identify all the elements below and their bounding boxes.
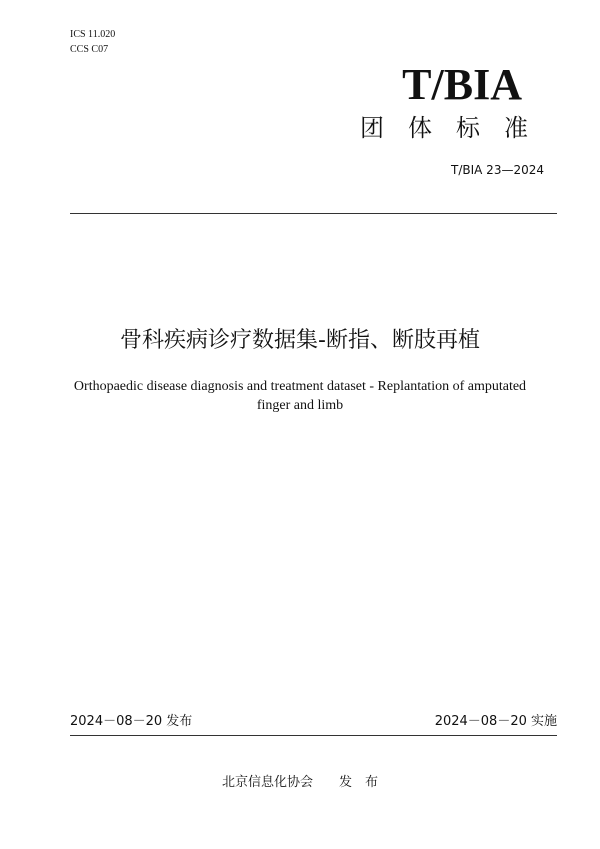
standard-type-label: 团体标准 bbox=[360, 114, 552, 142]
ics-code: ICS 11.020 bbox=[70, 29, 116, 40]
publisher-line: 北京信息化协会 发 布 bbox=[221, 775, 378, 790]
title-english: Orthopaedic disease diagnosis and treatment dataset - Replantation of amputated finger and limb bbox=[73, 379, 527, 413]
implementation-date: 2024－08－20 实施 bbox=[434, 714, 557, 729]
ccs-code: CCS C07 bbox=[70, 44, 109, 55]
top-divider bbox=[70, 213, 557, 214]
issue-date: 2024－08－20 发布 bbox=[70, 714, 193, 729]
standard-number: T/BIA 23—2024 bbox=[451, 163, 544, 177]
bottom-divider bbox=[70, 735, 557, 736]
title-chinese: 骨科疾病诊疗数据集-断指、断肢再植 bbox=[120, 328, 480, 353]
standard-logo: T/BIA bbox=[402, 60, 522, 109]
